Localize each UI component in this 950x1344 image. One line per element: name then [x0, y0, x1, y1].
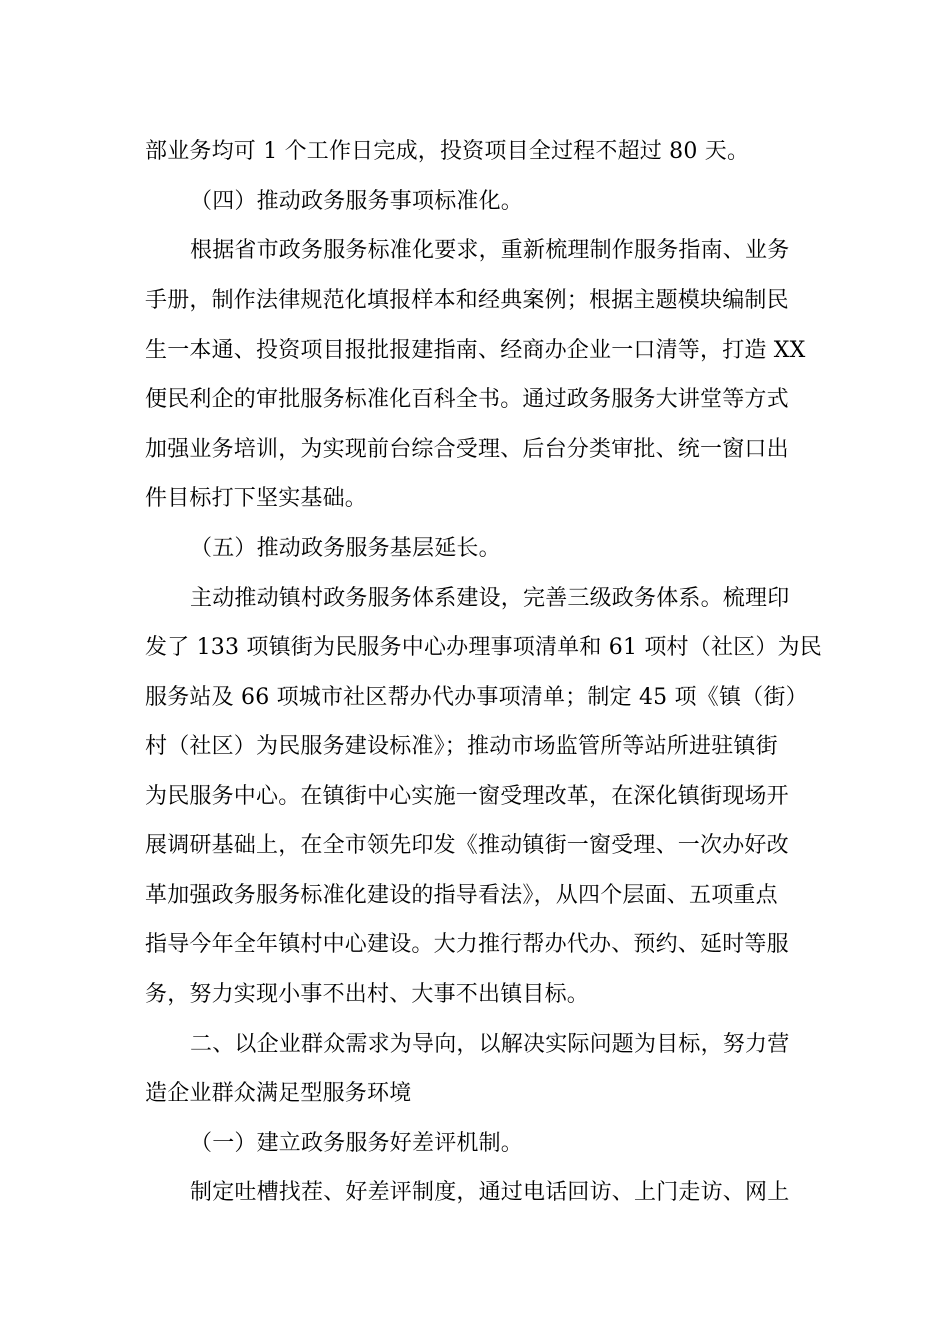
paragraph-line: 便民利企的审批服务标准化百科全书。通过政务服务大讲堂等方式: [145, 387, 789, 412]
text-line-continuation: 部业务均可 1 个工作日完成，投资项目全过程不超过 80 天。: [145, 139, 750, 164]
paragraph-line: 发了 133 项镇街为民服务中心办理事项清单和 61 项村（社区）为民: [145, 635, 822, 660]
paragraph-line: 为民服务中心。在镇街中心实施一窗受理改革，在深化镇街现场开: [145, 784, 789, 809]
paragraph-line: 指导今年全年镇村中心建设。大力推行帮办代办、预约、延时等服: [145, 932, 789, 957]
paragraph-line: 村（社区）为民服务建设标准》；推动市场监管所等站所进驻镇街: [145, 734, 778, 759]
paragraph-line: 展调研基础上，在全市领先印发《推动镇街一窗受理、一次办好改: [145, 833, 789, 858]
paragraph-line: 根据省市政务服务标准化要求，重新梳理制作服务指南、业务: [190, 238, 790, 263]
paragraph-line: 手册，制作法律规范化填报样本和经典案例；根据主题模块编制民: [145, 288, 789, 313]
paragraph-line: 革加强政务服务标准化建设的指导看法》，从四个层面、五项重点: [145, 883, 778, 908]
section-heading-5: （五）推动政务服务基层延长。: [190, 536, 501, 561]
paragraph-line: 生一本通、投资项目报批报建指南、经商办企业一口清等，打造 XX: [145, 338, 806, 363]
paragraph-line: 务，努力实现小事不出村、大事不出镇目标。: [145, 982, 590, 1007]
paragraph-line: 制定吐槽找茬、好差评制度，通过电话回访、上门走访、网上: [190, 1180, 790, 1205]
paragraph-line: 服务站及 66 项城市社区帮办代办事项清单；制定 45 项《镇（街）: [145, 685, 808, 710]
chapter-heading-2: 二、以企业群众需求为导向，以解决实际问题为目标，努力营: [190, 1032, 790, 1057]
paragraph-line: 件目标打下坚实基础。: [145, 486, 368, 511]
paragraph-line: 加强业务培训，为实现前台综合受理、后台分类审批、统一窗口出: [145, 437, 789, 462]
chapter-heading-2-continuation: 造企业群众满足型服务环境: [145, 1081, 412, 1106]
section-heading-4: （四）推动政务服务事项标准化。: [190, 189, 524, 214]
section-heading-1: （一）建立政务服务好差评机制。: [190, 1131, 524, 1156]
paragraph-line: 主动推动镇村政务服务体系建设，完善三级政务体系。梳理印: [190, 586, 790, 611]
